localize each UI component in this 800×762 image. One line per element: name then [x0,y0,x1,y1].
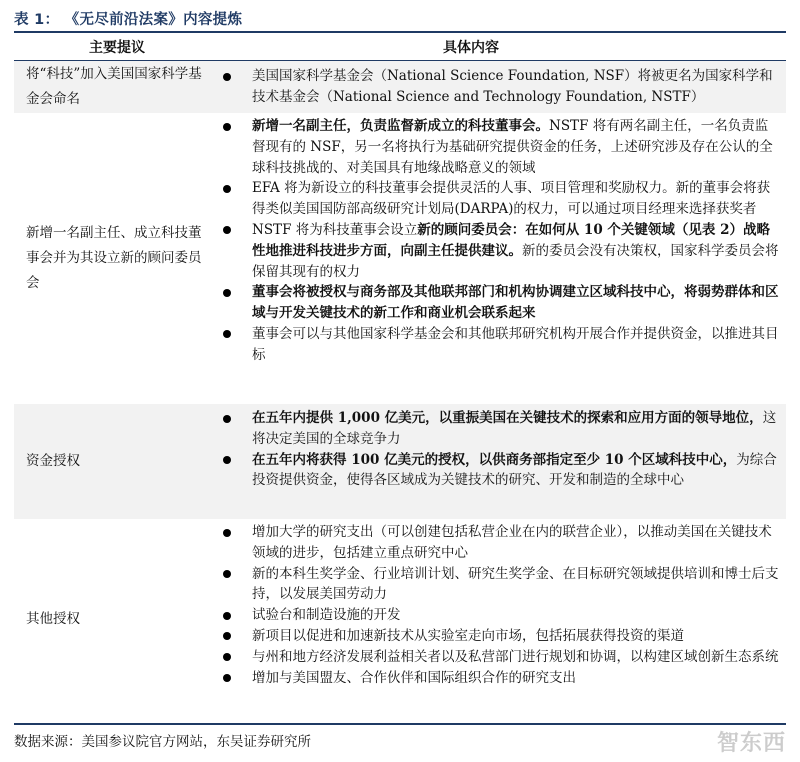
row-proposal: 资金授权 [26,453,80,469]
bullet-item [220,282,780,324]
bullet-item [220,324,780,366]
body-text: NSTF 将有两名副主任，一名负责监督现有的 NSF，另一名将执行为基础研究提供资金的任务，上述研究涉及存在公认的全球科技挑战的、对美国具有地缘战略意义的领域 [252,118,773,176]
body-text: EFA 将为新设立的科技董事会提供灵活的人事、项目管理和奖励权力。新的董事会将获得类似美国国防部高级研究计划局(DARPA)的权力，可以通过项目经理来选择获奖者 [252,180,771,218]
bullet-item [220,522,780,564]
bullet-dot-icon [223,674,231,682]
bold-text: 新增一名副主任，负责监督新成立的科技董事会。 [252,118,549,134]
body-text: 新的本科生奖学金、行业培训计划、研究生奖学金、在目标研究领域提供培训和博士后支持，以发展美国劳动力 [252,565,779,603]
bullet-item [220,626,780,647]
top-rule [14,31,786,33]
header-details: 具体内容 [443,40,499,56]
bullet-dot-icon [223,570,231,578]
body-text: 与州和地方经济发展利益相关者以及私营部门进行规划和协调，以构建区域创新生态系统 [252,648,779,665]
bullet-item [220,220,780,282]
table-caption: 表 1： 《无尽前沿法案》内容提炼 [14,12,243,28]
bold-text: 新的顾问委员会：在如何从 10 个关键领域（见表 2）战略性地推进科技进步方面，向副主任提供建议。 [252,221,771,259]
table-row-1 [14,61,786,113]
bold-text: 在五年内将获得 100 亿美元的授权，以供商务部指定至少 10 个区域科技中心， [252,451,737,468]
bullet-item [220,66,780,108]
bullet-item [220,178,780,220]
bullet-dot-icon [223,529,231,537]
body-text: 增加与美国盟友、合作伙伴和国际组织合作的研究支出 [252,669,576,686]
body-text: 增加大学的研究支出（可以创建包括私营企业在内的联营企业），以推动美国在关键技术领域的进步，包括建立重点研究中心 [252,524,772,561]
bullet-dot-icon [223,612,231,620]
row-bullets [220,66,780,108]
body-text: 美国国家科学基金会（National Science Foundation, NSF）将被更名为国家科学和技术基金会（National Science and Technology Foundation, NSTF） [252,68,773,105]
header-main-proposal: 主要提议 [89,40,145,56]
bullet-dot-icon [223,415,231,423]
body-text: 这将决定美国的全球竞争力 [252,410,777,447]
table-row-3 [14,404,786,519]
body-text: 为综合投资提供资金，使得各区域成为关键技术的研究、开发和制造的全球中心 [252,451,777,489]
bullet-dot-icon [223,185,231,193]
body-text: 董事会可以与其他国家科学基金会和其他联邦研究机构开展合作并提供资金，以推进其目标 [252,325,779,363]
bullet-dot-icon [223,653,231,661]
bullet-dot-icon [223,456,231,464]
bottom-rule [14,723,786,725]
bullet-item [220,564,780,606]
row-proposal: 新增一名副主任、成立科技董事会并为其设立新的顾问委员会 [26,225,202,291]
bullet-item [220,647,780,668]
bullet-dot-icon [223,289,231,297]
bullet-dot-icon [223,330,231,338]
bullet-dot-icon [223,73,231,81]
body-text: 新项目以促进和加速新技术从实验室走向市场，包括拓展获得投资的渠道 [252,627,684,644]
body-text: NSTF 将为科技董事会设立 [252,221,418,238]
row-proposal: 其他授权 [26,611,80,627]
bullet-item [220,116,780,178]
body-text: 试验台和制造设施的开发 [252,607,401,624]
bullet-item [220,408,780,450]
bullet-item [220,605,780,626]
bold-text: 董事会将被授权与商务部及其他联邦部门和机构协调建立区域科技中心，将弱势群体和区域与开发关键技术的新工作和商业机会联系起来 [252,284,779,322]
row-bullets [220,116,780,366]
data-source: 数据来源：美国参议院官方网站，东吴证券研究所 [14,734,311,750]
bullet-dot-icon [223,632,231,640]
bullet-item [220,450,780,492]
table-row-4 [14,519,786,723]
bold-text: 在五年内提供 1,000 亿美元，以重振美国在关键技术的探索和应用方面的领导地位， [252,410,763,426]
table-row-2 [14,113,786,404]
watermark-logo: 智东西 [716,731,786,756]
row-proposal: 将“科技”加入美国国家科学基金会命名 [26,66,202,107]
row-bullets [220,522,780,688]
bullet-item [220,668,780,689]
row-bullets [220,408,780,491]
body-text: 新的委员会没有决策权，国家科学委员会将保留其现有的权力 [252,242,779,280]
bullet-dot-icon [223,123,231,131]
bullet-dot-icon [223,226,231,234]
